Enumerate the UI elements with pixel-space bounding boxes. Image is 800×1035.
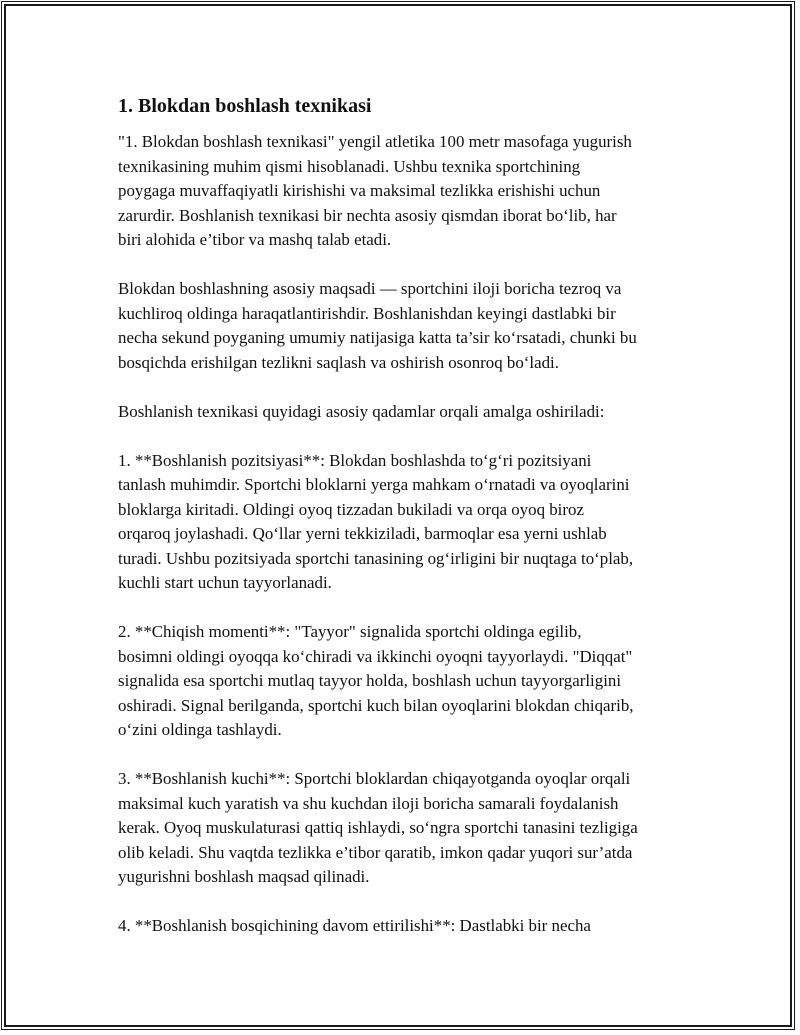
document-body (118, 93, 693, 963)
paragraph-step-2: 2. **Chiqish momenti**: "Tayyor" signalida sportchi oldinga egilib, bosimni oldingi oyoqqa ko‘chiradi va ikkinchi oyoqni tayyorlaydi. "Diqqat" signalida esa sportchi mutlaq tayyor holda, boshlash uchun tayyorgarligini oshiradi. Signal berilganda, sportchi kuch bilan oyoqlarini blokdan chiqarib, o‘zini oldinga tashlaydi. (118, 622, 634, 739)
paragraph-steps-intro: Boshlanish texnikasi quyidagi asosiy qadamlar orqali amalga oshiriladi: (118, 401, 605, 421)
paragraph-intro: "1. Blokdan boshlash texnikasi" yengil atletika 100 metr masofaga yugurish texnikasining muhim qismi hisoblanadi. Ushbu texnika sportchining poygaga muvaffaqiyatli kirishishi va maksimal tezlikka erishishi uchun zarurdir. Boshlanish texnikasi bir nechta asosiy qismdan iborat bo‘lib, har biri alohida e’tibor va mashq talab etadi. (118, 132, 632, 249)
paragraph-step-3: 3. **Boshlanish kuchi**: Sportchi bloklardan chiqayotganda oyoqlar orqali maksimal kuch yaratish va shu kuchdan iloji boricha samarali foydalanish kerak. Oyoq muskulaturasi qattiq ishlaydi, so‘ngra sportchi tanasini tezligiga olib keladi. Shu vaqtda tezlikka e’tibor qaratib, imkon qadar yuqori sur’atda yugurishni boshlash maqsad qilinadi. (118, 769, 638, 886)
paragraph-purpose: Blokdan boshlashning asosiy maqsadi — sportchini iloji boricha tezroq va kuchliroq oldinga haraqatlantirishdir. Boshlanishdan keyingi dastlabki bir necha sekund poyganing umumiy natijasiga katta ta’sir ko‘rsatadi, chunki bu bosqichda erishilgan tezlikni saqlash va oshirish osonroq bo‘ladi. (118, 279, 637, 372)
paragraph-step-4: 4. **Boshlanish bosqichining davom ettirilishi**: Dastlabki bir necha (118, 916, 591, 935)
document-heading: 1. Blokdan boshlash texnikasi (118, 95, 372, 117)
paragraph-step-1: 1. **Boshlanish pozitsiyasi**: Blokdan boshlashda to‘g‘ri pozitsiyani tanlash muhimdir. Sportchi bloklarni yerga mahkam o‘rnatadi va oyoqlarini bloklarga kiritadi. Oldingi oyoq tizzadan bukiladi va orqa oyoq biroz orqaroq joylashadi. Qo‘llar yerni tekkiziladi, barmoqlar esa yerni ushlab turadi. Ushbu pozitsiyada sportchi tanasining og‘irligini bir nuqtaga to‘plab, kuchli start uchun tayyorlanadi. (118, 450, 634, 592)
